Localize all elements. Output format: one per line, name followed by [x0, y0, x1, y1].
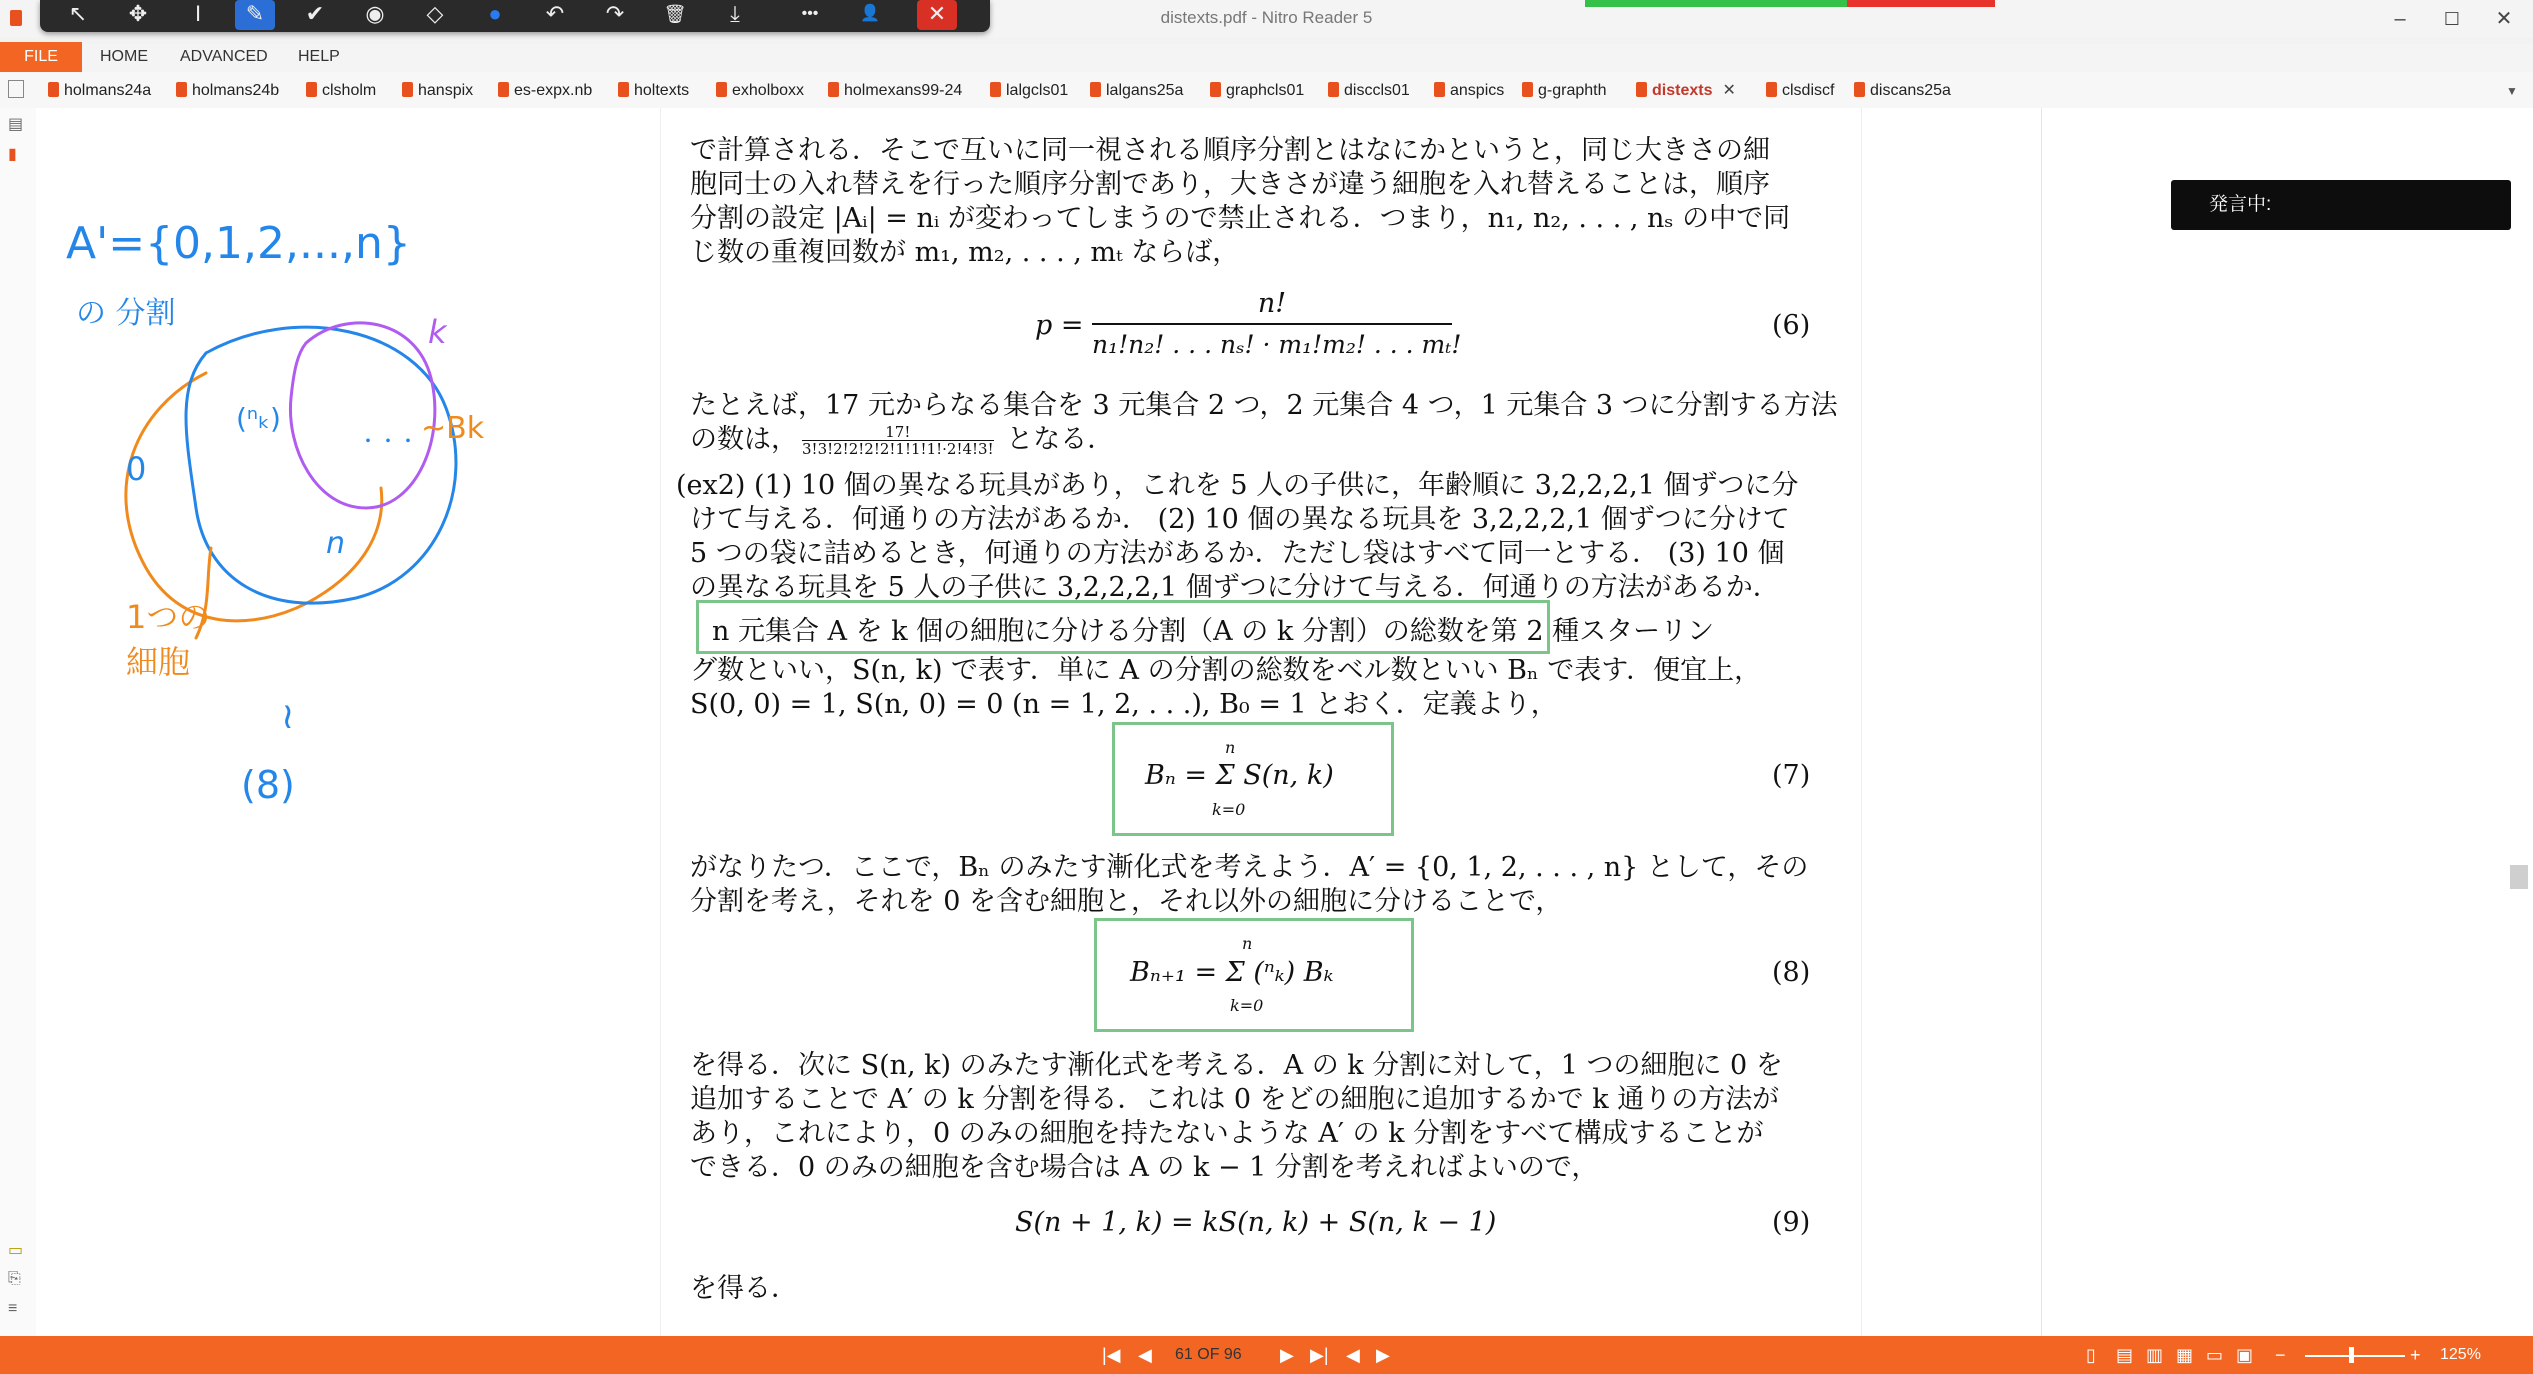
back-view-icon[interactable]: ◀: [1346, 1345, 1360, 1365]
advanced-menu[interactable]: ADVANCED: [180, 48, 268, 65]
doc-line: 追加することで A′ の k 分割を得る．これは 0 をどの細胞に追加するかで k 通りの方法が: [690, 1084, 1780, 1115]
doc-line: 分割を考え，それを 0 を含む細胞と，それ以外の細胞に分けることで，: [690, 886, 1563, 917]
eq8-sub: k=0: [1230, 996, 1264, 1015]
eq6-lhs: p =: [1035, 310, 1084, 341]
tab-g-graphth[interactable]: g-graphth: [1522, 79, 1607, 103]
window-title: distexts.pdf - Nitro Reader 5: [1160, 8, 1373, 27]
right-panel: [2041, 108, 2533, 1336]
doc-line: の数は， $\frac{17!}{3!3!2!2!2!2!1!1!1!\cdot 2!4!3!}$ となる．: [690, 423, 1115, 458]
zoom-out-icon[interactable]: −: [2275, 1345, 2286, 1365]
pan-tool-icon[interactable]: ✥: [128, 1, 148, 26]
minimize-button[interactable]: –: [2394, 8, 2406, 30]
doc-line: n 元集合 A を k 個の細胞に分ける分割（A の k 分割）の総数を第 2 種スターリン: [712, 616, 1715, 647]
eq7-tag: (7): [1772, 760, 1811, 791]
doc-line: の異なる玩具を 5 人の子供に 3,2,2,2,1 個ずつに分けて与える．何通りの方法があるか．: [690, 572, 1780, 603]
pdf-icon: [1210, 82, 1221, 97]
pdf-icon: [828, 82, 839, 97]
note-cell: 細胞: [126, 643, 191, 681]
file-menu[interactable]: FILE: [0, 42, 82, 72]
annotation-toolbar: [40, 0, 990, 32]
eq7-sub: k=0: [1212, 800, 1246, 819]
note-bk: ~Bk: [421, 411, 485, 446]
doc-line: を得る．: [690, 1273, 798, 1304]
doc-line: 分割の設定 |Aᵢ| = nᵢ が変わってしまうので禁止される．つまり，n₁, n₂, . . . , nₛ の中で同: [690, 203, 1791, 234]
pdf-icon: [1636, 82, 1647, 97]
note-n: n: [326, 526, 346, 561]
zoom-slider-thumb[interactable]: [2349, 1347, 2354, 1363]
eq6-denominator: n₁!n₂! . . . nₛ! · m₁!m₂! . . . mₜ!: [1092, 330, 1462, 359]
doc-line: グ数といい，S(n, k) で表す．単に A の分割の総数をベル数といい Bₙ で表す．便宜上，: [690, 655, 1762, 686]
help-menu[interactable]: HELP: [298, 48, 340, 65]
eq9-tag: (9): [1772, 1207, 1811, 1238]
app-logo-icon: [10, 10, 22, 26]
first-page-icon[interactable]: |◀: [1102, 1345, 1121, 1365]
prev-page-icon[interactable]: ◀: [1138, 1345, 1152, 1365]
pdf-icon: [402, 82, 413, 97]
tab-exholboxx[interactable]: exholboxx: [716, 79, 804, 103]
doc-line: 5 つの袋に詰めるとき，何通りの方法があるか．ただし袋はすべて同一とする． (3) 10 個: [690, 538, 1785, 569]
stamp-tool-icon[interactable]: ◉: [365, 1, 385, 26]
document-tabs: [0, 72, 2533, 109]
note-set-def: A'={0,1,2,...,n}: [66, 218, 411, 269]
doc-line: じ数の重複回数が m₁, m₂, . . . , mₜ ならば，: [690, 237, 1240, 268]
tab-discans25a[interactable]: discans25a: [1854, 79, 1951, 103]
delete-icon[interactable]: 🗑: [663, 4, 687, 24]
doc-line: を得る．次に S(n, k) のみたす漸化式を考える．A の k 分割に対して，1 つの細胞に 0 を: [690, 1050, 1783, 1081]
ribbon-bar: [0, 44, 2533, 72]
pdf-icon: [990, 82, 1001, 97]
note-dots: ・・・: [358, 429, 418, 453]
select-tool-icon[interactable]: ↖: [68, 1, 88, 26]
eq7: Bₙ = Σ S(n, k): [1145, 760, 1334, 791]
home-menu[interactable]: HOME: [100, 48, 148, 65]
left-sidebar: [0, 108, 37, 1336]
eq6-tag: (6): [1772, 310, 1811, 341]
pdf-icon: [498, 82, 509, 97]
pdf-icon: [1854, 82, 1865, 97]
text-tool-icon[interactable]: I: [194, 1, 202, 26]
user-icon[interactable]: 👤: [860, 5, 880, 22]
close-toolbar-button[interactable]: ✕: [917, 0, 957, 30]
facing-view-icon[interactable]: ▥: [2146, 1345, 2164, 1365]
attachments-icon[interactable]: ⎘: [8, 1270, 21, 1287]
pdf-icon: [1434, 82, 1445, 97]
pdf-icon: [306, 82, 317, 97]
pages-icon[interactable]: ▮: [8, 146, 17, 163]
undo-icon[interactable]: ↶: [545, 1, 565, 26]
doc-line: できる．0 のみの細胞を含む場合は A の k − 1 分割を考えればよいので，: [690, 1152, 1599, 1183]
progress-green: [1585, 0, 1847, 7]
pdf-icon: [1766, 82, 1777, 97]
fit-width-icon[interactable]: ▭: [2206, 1345, 2224, 1365]
pen-tool-icon[interactable]: ✎: [235, 0, 275, 30]
pdf-icon: [1090, 82, 1101, 97]
progress-red: [1847, 0, 1995, 7]
zoom-in-icon[interactable]: +: [2410, 1345, 2421, 1365]
tab-holmexans99-24[interactable]: holmexans99-24: [828, 79, 962, 103]
handwriting-sketch: [36, 108, 511, 1336]
speaking-indicator: 発言中:: [2171, 180, 2511, 230]
maximize-button[interactable]: ☐: [2443, 9, 2461, 29]
layers-icon[interactable]: ≡: [8, 1300, 18, 1317]
pdf-icon: [1522, 82, 1533, 97]
eq8: Bₙ₊₁ = Σ (ⁿₖ) Bₖ: [1130, 957, 1334, 988]
doc-line: で計算される．そこで互いに同一視される順序分割とはなにかというと，同じ大きさの細: [690, 135, 1770, 166]
tab-clsdiscf[interactable]: clsdiscf: [1766, 79, 1834, 103]
tabs-dropdown-icon[interactable]: ▼: [2506, 84, 2518, 98]
doc-line: S(0, 0) = 1, S(n, 0) = 0 (n = 1, 2, . . .), B₀ = 1 とおく．定義より，: [690, 689, 1558, 720]
color-picker-icon[interactable]: ●: [488, 1, 502, 26]
redo-icon[interactable]: ↷: [605, 1, 625, 26]
fullscreen-icon[interactable]: ▣: [2236, 1345, 2254, 1365]
eq9: S(n + 1, k) = kS(n, k) + S(n, k − 1): [1015, 1207, 1497, 1238]
eq8-tag: (8): [1772, 957, 1811, 988]
page-view-icon[interactable]: [8, 80, 24, 98]
pdf-icon: [618, 82, 629, 97]
doc-line: 胞同士の入れ替えを行った順序分割であり，大きさが違う細胞を入れ替えることは，順序: [690, 169, 1770, 200]
note-zero: 0: [126, 450, 147, 488]
next-page-icon[interactable]: ▶: [1280, 1345, 1294, 1365]
note-one-cell: 1つの: [126, 598, 211, 636]
note-k: k: [428, 313, 447, 351]
zoom-slider[interactable]: [2305, 1355, 2405, 1357]
tab-lalgans25a[interactable]: lalgans25a: [1090, 79, 1183, 103]
tab-clsholm[interactable]: clsholm: [306, 79, 376, 103]
eraser-tool-icon[interactable]: ◇: [426, 1, 444, 26]
doc-line: けて与える．何通りの方法があるか． (2) 10 個の異なる玩具を 3,2,2,2,1 個ずつに分けて: [690, 504, 1790, 535]
download-icon[interactable]: ⤓: [730, 1, 740, 26]
pdf-icon: [176, 82, 187, 97]
zoom-level[interactable]: 125%: [2440, 1346, 2481, 1363]
tab-close-icon[interactable]: ✕: [1722, 82, 1736, 99]
page-indicator[interactable]: 61 OF 96: [1175, 1346, 1242, 1363]
tab-holmans24b[interactable]: holmans24b: [176, 79, 279, 103]
eq8-sup: n: [1242, 934, 1253, 953]
pdf-icon: [716, 82, 727, 97]
tab-holtexts[interactable]: holtexts: [618, 79, 689, 103]
doc-line: (ex2) (1) 10 個の異なる玩具があり，これを 5 人の子供に，年齢順に 3,2,2,2,1 個ずつに分: [676, 470, 1799, 501]
pdf-icon: [1328, 82, 1339, 97]
tab-hanspix[interactable]: hanspix: [402, 79, 473, 103]
tab-holmans24a[interactable]: holmans24a: [48, 79, 151, 103]
bookmarks-icon[interactable]: ▤: [8, 116, 24, 133]
last-page-icon[interactable]: ▶|: [1310, 1345, 1329, 1365]
eq6-fraction-bar: [1092, 323, 1452, 325]
doc-line: がなりたつ．ここで，Bₙ のみたす漸化式を考えよう．A′ = {0, 1, 2, . . . , n} として，その: [690, 852, 1809, 883]
eq7-sup: n: [1225, 738, 1236, 757]
note-b8: (8): [241, 763, 295, 807]
check-tool-icon[interactable]: ✔: [305, 1, 325, 26]
comments-icon[interactable]: ▭: [8, 1242, 24, 1259]
tab-lalgcls01[interactable]: lalgcls01: [990, 79, 1068, 103]
note-tilde: ≀: [281, 696, 295, 737]
tab-disccls01[interactable]: disccls01: [1328, 79, 1410, 103]
note-partition: の 分割: [76, 296, 176, 331]
more-icon[interactable]: •••: [801, 5, 819, 22]
single-page-view-icon[interactable]: ▯: [2086, 1345, 2096, 1365]
eq6-numerator: n!: [1257, 288, 1287, 319]
doc-line: たとえば，17 元からなる集合を 3 元集合 2 つ，2 元集合 4 つ，1 元集合 3 つに分割する方法: [690, 390, 1838, 421]
tab-es-expx[interactable]: es-expx.nb: [498, 79, 592, 103]
doc-line: あり，これにより，0 のみの細胞を持たないような A′ の k 分割をすべて構成することが: [690, 1118, 1764, 1149]
tab-graphcls01[interactable]: graphcls01: [1210, 79, 1304, 103]
handwritten-notes-area[interactable]: [36, 108, 511, 1336]
vertical-scrollbar-thumb[interactable]: [2510, 865, 2528, 889]
forward-view-icon[interactable]: ▶: [1376, 1345, 1390, 1365]
close-window-button[interactable]: ✕: [2495, 8, 2513, 30]
facing-continuous-icon[interactable]: ▦: [2176, 1345, 2194, 1365]
note-choose: (ⁿₖ): [236, 402, 281, 435]
pdf-icon: [48, 82, 59, 97]
tab-anspics[interactable]: anspics: [1434, 79, 1504, 103]
tab-distexts[interactable]: distexts ✕: [1636, 79, 1736, 103]
continuous-view-icon[interactable]: ▤: [2116, 1345, 2134, 1365]
